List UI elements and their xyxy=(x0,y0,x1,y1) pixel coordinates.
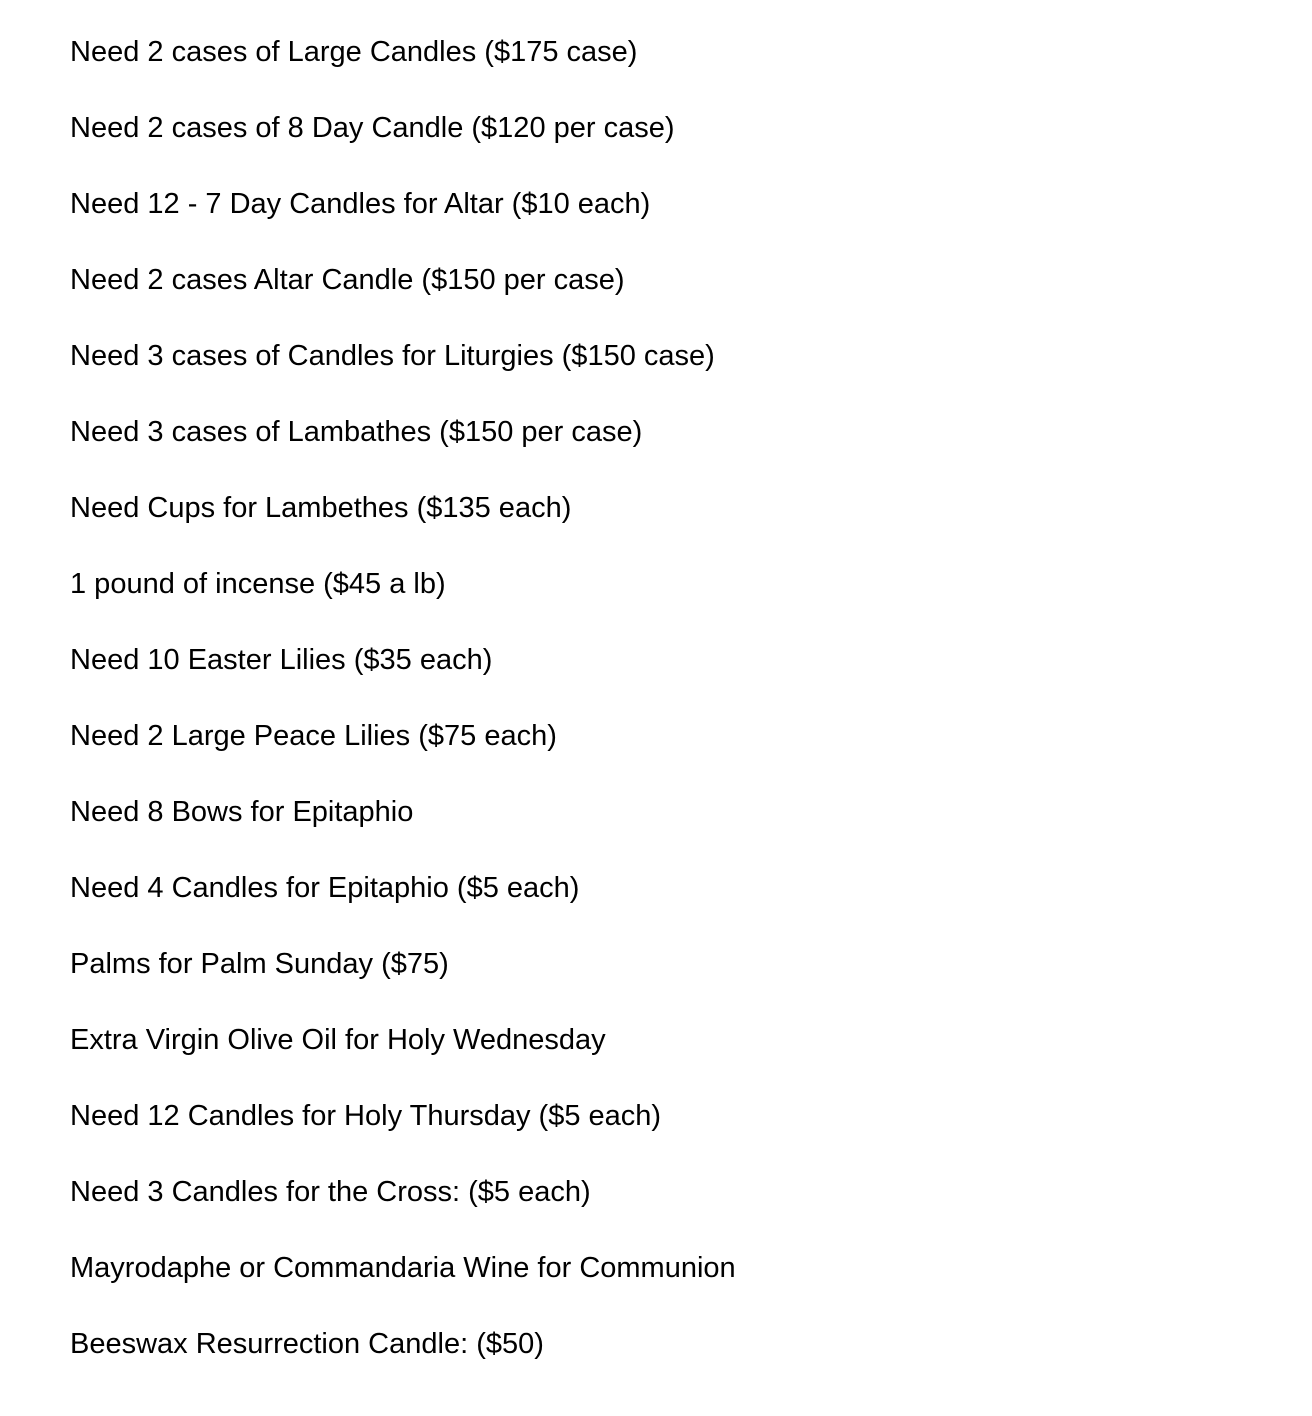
list-item: Need 12 - 7 Day Candles for Altar ($10 each) xyxy=(70,188,651,220)
list-item: Need 2 cases Altar Candle ($150 per case) xyxy=(70,264,625,296)
list-item: Need 2 Large Peace Lilies ($75 each) xyxy=(70,720,557,752)
list-item: Need 3 cases of Candles for Liturgies ($150 case) xyxy=(70,340,715,372)
list-item: Palms for Palm Sunday ($75) xyxy=(70,948,449,980)
list-item: Need 2 cases of 8 Day Candle ($120 per case) xyxy=(70,112,675,144)
list-item: Need 3 Candles for the Cross: ($5 each) xyxy=(70,1176,591,1208)
list-item: 1 pound of incense ($45 a lb) xyxy=(70,568,446,600)
list-item: Need 10 Easter Lilies ($35 each) xyxy=(70,644,493,676)
list-item: Need 4 Candles for Epitaphio ($5 each) xyxy=(70,872,580,904)
list-item: Need 2 cases of Large Candles ($175 case) xyxy=(70,36,638,68)
list-item: Need 8 Bows for Epitaphio xyxy=(70,796,414,828)
list-item: Beeswax Resurrection Candle: ($50) xyxy=(70,1328,544,1360)
list-item: Need 3 cases of Lambathes ($150 per case) xyxy=(70,416,643,448)
list-item: Need 12 Candles for Holy Thursday ($5 each) xyxy=(70,1100,662,1132)
list-item: Mayrodaphe or Commandaria Wine for Communion xyxy=(70,1252,736,1284)
list-item: Need Cups for Lambethes ($135 each) xyxy=(70,492,572,524)
list-item: Extra Virgin Olive Oil for Holy Wednesday xyxy=(70,1024,606,1056)
